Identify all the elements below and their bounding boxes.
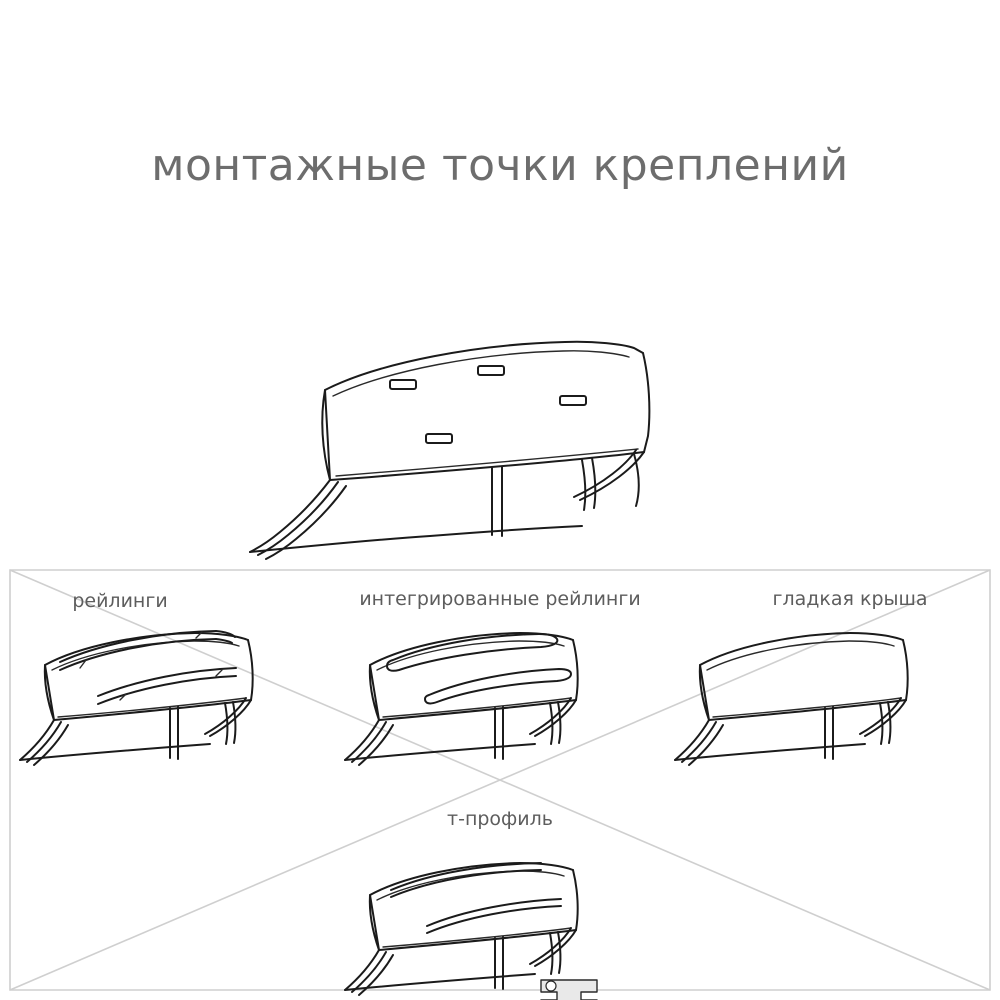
variant-integrated-illustration (345, 633, 578, 765)
variants-grid (0, 560, 1000, 1000)
variant-smooth-illustration (675, 633, 908, 765)
t-slot-cross-section (541, 980, 597, 1000)
variant-label-integrated: интегрированные рейлинги (359, 588, 641, 610)
page-title: монтажные точки креплений (151, 140, 849, 191)
variant-label-railing: рейлинги (72, 590, 168, 612)
hero-roof-svg (230, 300, 790, 570)
variant-tprofile-illustration (345, 863, 597, 1000)
variant-label-smooth: гладкая крыша (772, 588, 928, 610)
variants-svg (0, 560, 1000, 1000)
variant-railing-illustration (20, 631, 253, 765)
variant-label-tprofile: т-профиль (447, 808, 553, 830)
hero-roof-illustration (230, 300, 790, 570)
